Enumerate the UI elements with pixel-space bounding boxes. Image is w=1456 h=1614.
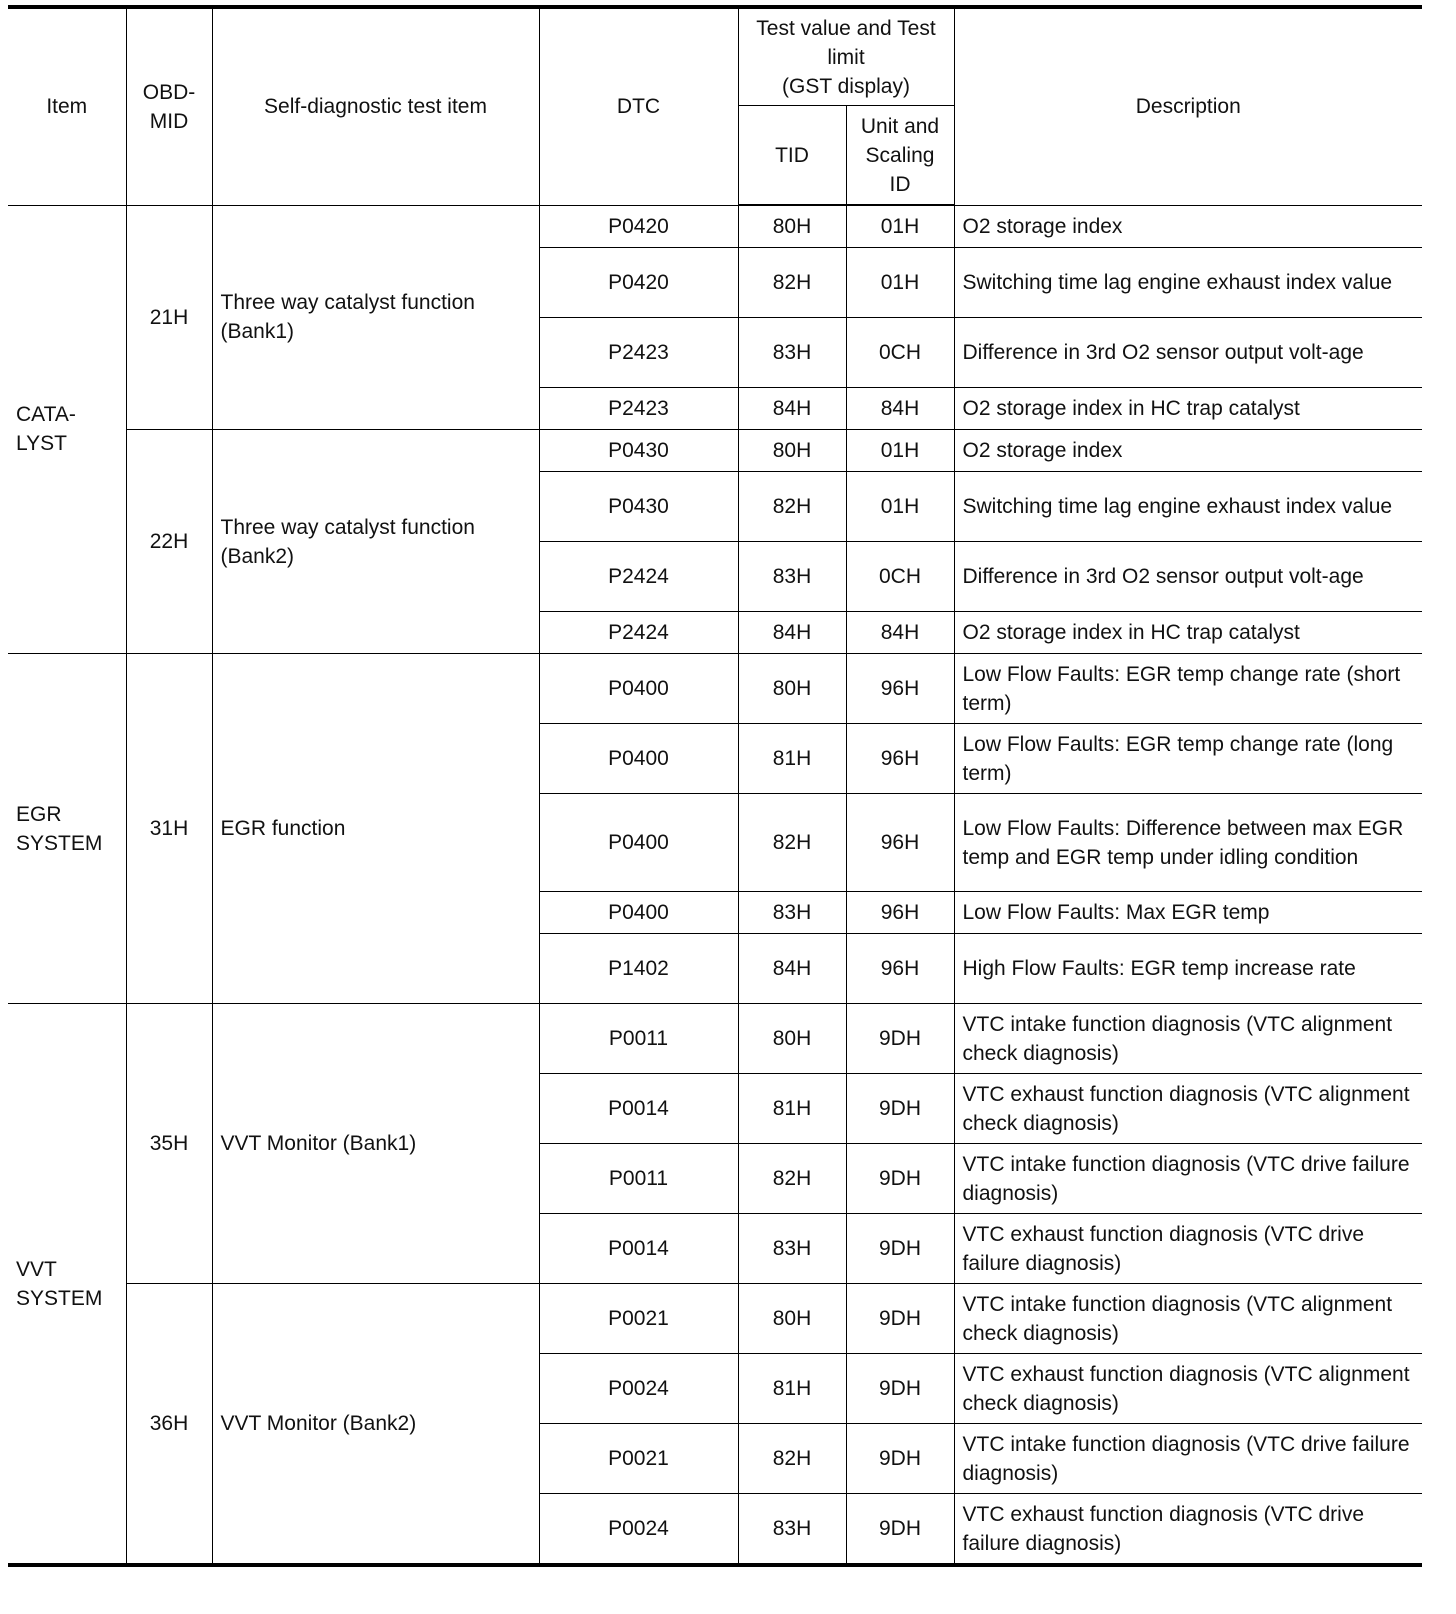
tid-cell: 83H xyxy=(738,1494,846,1566)
test-item-label: Three way catalyst function (Bank2) xyxy=(220,515,475,568)
test-item-cell xyxy=(212,430,539,654)
tid-cell: 82H xyxy=(738,1424,846,1494)
unit-cell: 96H xyxy=(846,892,954,934)
tid-cell: 80H xyxy=(738,654,846,724)
test-item-label: Three way catalyst function (Bank1) xyxy=(220,291,475,344)
description-cell: VTC intake function diagnosis (VTC alignment check diagnosis) xyxy=(954,1004,1422,1074)
unit-cell: 9DH xyxy=(846,1494,954,1566)
header-test-value-group xyxy=(738,7,954,106)
description-cell: High Flow Faults: EGR temp increase rate xyxy=(954,934,1422,1004)
dtc-cell: P0400 xyxy=(539,724,738,794)
header-obd-mid xyxy=(126,7,212,205)
test-item-cell xyxy=(212,1004,539,1284)
unit-cell: 84H xyxy=(846,612,954,654)
description-cell: Difference in 3rd O2 sensor output volt-age xyxy=(954,542,1422,612)
description-cell: VTC intake function diagnosis (VTC drive failure diagnosis) xyxy=(954,1144,1422,1214)
header-tid xyxy=(738,106,846,206)
dtc-cell: P0420 xyxy=(539,248,738,318)
dtc-cell: P2424 xyxy=(539,612,738,654)
tid-cell: 80H xyxy=(738,1004,846,1074)
obd-mid-cell xyxy=(126,205,212,430)
unit-cell: 01H xyxy=(846,430,954,472)
description-cell: Switching time lag engine exhaust index value xyxy=(954,472,1422,542)
dtc-cell: P0014 xyxy=(539,1074,738,1144)
description-cell: Switching time lag engine exhaust index value xyxy=(954,248,1422,318)
description-cell: Difference in 3rd O2 sensor output volt-age xyxy=(954,318,1422,388)
unit-cell: 9DH xyxy=(846,1424,954,1494)
description-cell: VTC intake function diagnosis (VTC alignment check diagnosis) xyxy=(954,1284,1422,1354)
obd-mid-value: 35H xyxy=(149,1132,189,1155)
dtc-cell: P0420 xyxy=(539,205,738,248)
dtc-cell: P2423 xyxy=(539,318,738,388)
description-cell: Low Flow Faults: EGR temp change rate (long term) xyxy=(954,724,1422,794)
test-item-cell xyxy=(212,654,539,1004)
dtc-cell: P0011 xyxy=(539,1144,738,1214)
unit-cell: 01H xyxy=(846,472,954,542)
unit-cell: 96H xyxy=(846,724,954,794)
description-cell: O2 storage index in HC trap catalyst xyxy=(954,612,1422,654)
dtc-cell: P2424 xyxy=(539,542,738,612)
dtc-cell: P0430 xyxy=(539,472,738,542)
unit-cell: 84H xyxy=(846,388,954,430)
description-cell: Low Flow Faults: Max EGR temp xyxy=(954,892,1422,934)
tid-cell: 83H xyxy=(738,892,846,934)
obd-mid-cell xyxy=(126,1004,212,1284)
header-tid-label: TID xyxy=(775,143,809,167)
unit-cell: 9DH xyxy=(846,1004,954,1074)
obd-mid-value: 31H xyxy=(149,817,189,840)
unit-cell: 01H xyxy=(846,205,954,248)
item-cell-egr xyxy=(8,654,126,1004)
header-description-label: Description xyxy=(1135,95,1241,119)
test-item-cell xyxy=(212,1284,539,1566)
unit-cell: 0CH xyxy=(846,542,954,612)
obd-mid-value: 22H xyxy=(149,530,189,553)
description-cell: O2 storage index xyxy=(954,205,1422,248)
tid-cell: 83H xyxy=(738,318,846,388)
obd-mid-value: 36H xyxy=(149,1412,189,1435)
header-item-label: Item xyxy=(46,95,88,119)
dtc-cell: P2423 xyxy=(539,388,738,430)
unit-cell: 01H xyxy=(846,248,954,318)
dtc-cell: P0011 xyxy=(539,1004,738,1074)
tid-cell: 80H xyxy=(738,430,846,472)
item-label: CATA- LYST xyxy=(16,403,76,456)
header-dtc xyxy=(539,7,738,205)
tid-cell: 84H xyxy=(738,388,846,430)
header-unit-scaling-label: Unit and Scaling ID xyxy=(860,114,940,196)
tid-cell: 83H xyxy=(738,1214,846,1284)
obd-mid-cell xyxy=(126,430,212,654)
header-self-test xyxy=(212,7,539,205)
dtc-cell: P0021 xyxy=(539,1424,738,1494)
dtc-cell: P0400 xyxy=(539,892,738,934)
header-test-value-label: Test value and Test limit (GST display) xyxy=(756,16,936,98)
test-item-label: EGR function xyxy=(220,817,346,840)
dtc-cell: P0024 xyxy=(539,1354,738,1424)
table-body xyxy=(8,205,1422,1565)
test-item-cell xyxy=(212,205,539,430)
dtc-cell: P0021 xyxy=(539,1284,738,1354)
tid-cell: 82H xyxy=(738,794,846,892)
unit-cell: 9DH xyxy=(846,1214,954,1284)
obd-test-table xyxy=(8,5,1422,1567)
tid-cell: 81H xyxy=(738,1354,846,1424)
description-cell: Low Flow Faults: Difference between max EGR temp and EGR temp under idling condition xyxy=(954,794,1422,892)
table-header xyxy=(8,7,1422,205)
description-cell: VTC exhaust function diagnosis (VTC alignment check diagnosis) xyxy=(954,1354,1422,1424)
item-cell-catalyst xyxy=(8,205,126,654)
header-self-test-label: Self-diagnostic test item xyxy=(264,95,487,119)
obd-mid-cell xyxy=(126,1284,212,1566)
description-cell: VTC intake function diagnosis (VTC drive failure diagnosis) xyxy=(954,1424,1422,1494)
header-item xyxy=(8,7,126,205)
tid-cell: 83H xyxy=(738,542,846,612)
unit-cell: 9DH xyxy=(846,1074,954,1144)
dtc-cell: P1402 xyxy=(539,934,738,1004)
unit-cell: 9DH xyxy=(846,1144,954,1214)
tid-cell: 84H xyxy=(738,934,846,1004)
unit-cell: 9DH xyxy=(846,1354,954,1424)
unit-cell: 96H xyxy=(846,934,954,1004)
description-cell: O2 storage index xyxy=(954,430,1422,472)
obd-mid-cell xyxy=(126,654,212,1004)
tid-cell: 81H xyxy=(738,724,846,794)
item-cell-vvt xyxy=(8,1004,126,1566)
description-cell: VTC exhaust function diagnosis (VTC drive failure diagnosis) xyxy=(954,1214,1422,1284)
description-cell: O2 storage index in HC trap catalyst xyxy=(954,388,1422,430)
tid-cell: 81H xyxy=(738,1074,846,1144)
dtc-cell: P0024 xyxy=(539,1494,738,1566)
dtc-cell: P0400 xyxy=(539,654,738,724)
dtc-cell: P0014 xyxy=(539,1214,738,1284)
tid-cell: 82H xyxy=(738,248,846,318)
item-label: VVT SYSTEM xyxy=(16,1257,103,1310)
tid-cell: 82H xyxy=(738,1144,846,1214)
tid-cell: 80H xyxy=(738,1284,846,1354)
item-label: EGR SYSTEM xyxy=(16,802,103,855)
dtc-cell: P0400 xyxy=(539,794,738,892)
header-obd-mid-label: OBD- MID xyxy=(142,80,196,133)
description-cell: VTC exhaust function diagnosis (VTC drive failure diagnosis) xyxy=(954,1494,1422,1566)
unit-cell: 0CH xyxy=(846,318,954,388)
unit-cell: 96H xyxy=(846,654,954,724)
description-cell: Low Flow Faults: EGR temp change rate (short term) xyxy=(954,654,1422,724)
unit-cell: 96H xyxy=(846,794,954,892)
test-item-label: VVT Monitor (Bank2) xyxy=(220,1412,417,1435)
description-cell: VTC exhaust function diagnosis (VTC alignment check diagnosis) xyxy=(954,1074,1422,1144)
unit-cell: 9DH xyxy=(846,1284,954,1354)
tid-cell: 84H xyxy=(738,612,846,654)
header-unit-scaling xyxy=(846,106,954,206)
test-item-label: VVT Monitor (Bank1) xyxy=(220,1132,417,1155)
tid-cell: 80H xyxy=(738,205,846,248)
header-dtc-label: DTC xyxy=(616,95,661,119)
header-description xyxy=(954,7,1422,205)
dtc-cell: P0430 xyxy=(539,430,738,472)
obd-mid-value: 21H xyxy=(149,305,189,329)
tid-cell: 82H xyxy=(738,472,846,542)
